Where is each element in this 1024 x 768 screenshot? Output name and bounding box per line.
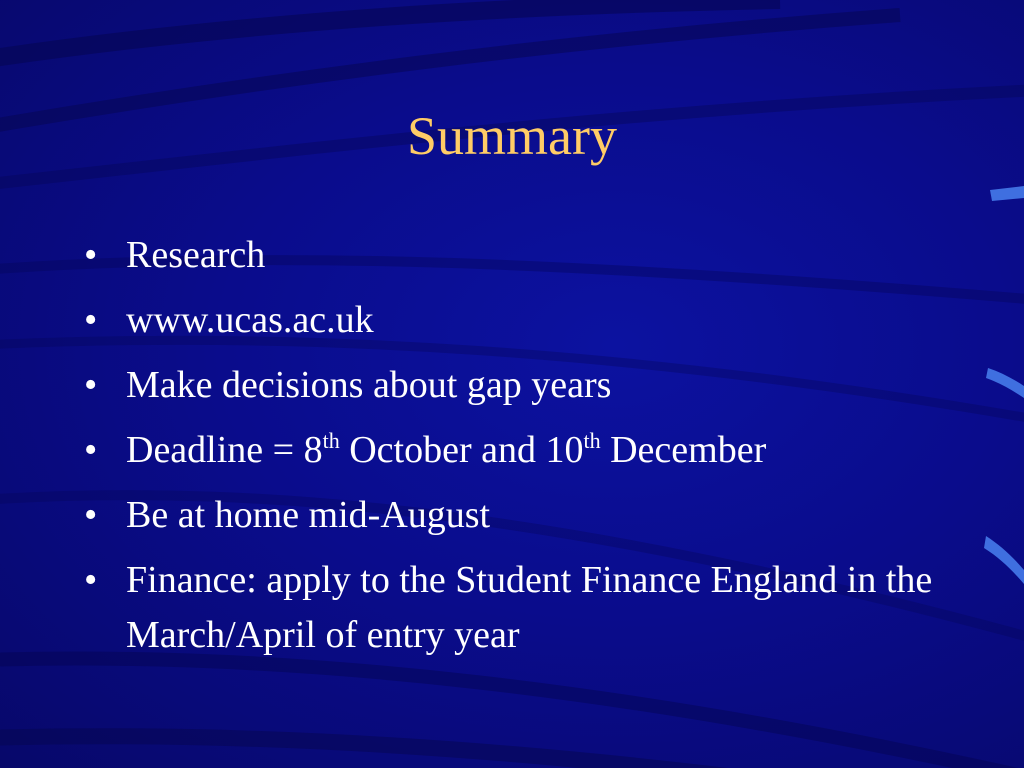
bullet-item — [84, 228, 964, 283]
deadline-text-part: October and 10 — [339, 429, 584, 471]
bullet-icon: • — [84, 494, 98, 536]
bullet-item — [84, 553, 964, 663]
bullet-item — [84, 423, 964, 478]
slide-title: Summary — [407, 106, 617, 166]
swoosh-line — [0, 736, 760, 768]
bullet-text: www.ucas.ac.uk — [126, 299, 374, 341]
bullet-text: Research — [126, 234, 266, 276]
deadline-text-part: Deadline = 8 — [126, 429, 323, 471]
bullet-icon: • — [84, 234, 98, 276]
bullet-icon: • — [84, 559, 98, 601]
bullet-icon: • — [84, 364, 98, 406]
edge-accent — [986, 368, 1024, 398]
bullet-item — [84, 293, 964, 348]
ordinal-suffix: th — [583, 428, 601, 453]
bullet-item — [84, 488, 964, 543]
edge-accent — [990, 186, 1024, 201]
bullet-icon: • — [84, 299, 98, 341]
bullet-text — [126, 429, 766, 471]
bullet-icon: • — [84, 429, 98, 471]
ordinal-suffix: th — [322, 428, 340, 453]
bullet-text: Finance: apply to the Student Finance England in the March/April of entry year — [126, 559, 933, 656]
deadline-text-part: December — [600, 429, 767, 471]
bullet-text: Make decisions about gap years — [126, 364, 612, 406]
bullet-list — [84, 228, 964, 673]
bullet-text: Be at home mid-August — [126, 494, 491, 536]
edge-accent — [984, 536, 1024, 584]
bullet-item — [84, 358, 964, 413]
